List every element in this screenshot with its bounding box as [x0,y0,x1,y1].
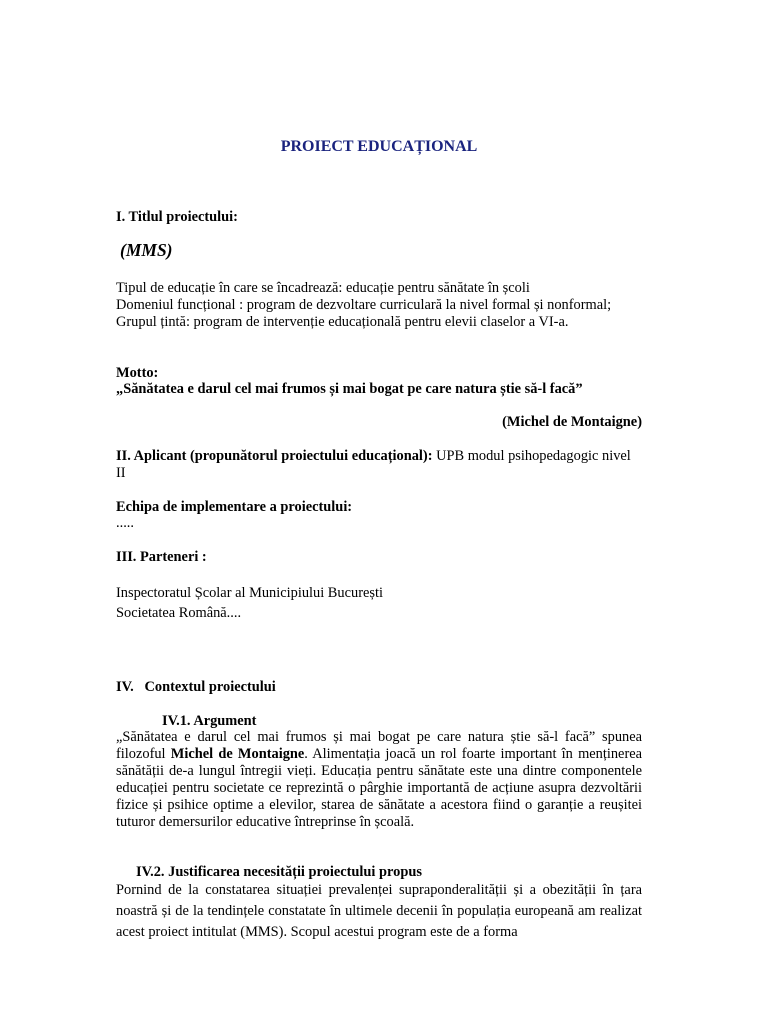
motto-label: Motto: [116,365,159,381]
partner-item: Societatea Română.... [116,605,242,621]
target-group-line: Grupul țintă: program de intervenție educațională pentru elevii claselor a VI-a. [116,314,569,330]
section-1-heading: I. Titlul proiectului: [116,209,238,225]
argument-text-start: „Sănătatea e darul cel mai frumos și mai bogat pe care natura știe să-l facă” spunea filozoful [116,729,642,762]
justification-heading: IV.2. Justificarea necesității proiectului propus [136,864,422,880]
motto-quote: „Sănătatea e darul cel mai frumos și mai bogat pe care natura știe să-l facă” [116,381,583,397]
section-3-heading: III. Parteneri : [116,549,207,565]
section-1-details [116,280,642,331]
argument-text-end: . Alimentația joacă un rol foarte important în menținerea sănătății de-a lungul întregii vieți. Educația pentru sănătate este una dintre componentele educației pentru societate ce reprezintă o pârghie importantă de acțiune asupra dezvoltării fizice și psihice optime a elevilor, starea de sănătate a acestora fiind o garanție a reușitei tuturor demersurilor educative întreprinse în școală. [116,746,643,830]
partner-item: Inspectoratul Școlar al Municipiului București [116,585,383,601]
team-heading: Echipa de implementare a proiectului: [116,499,353,515]
argument-heading: IV.1. Argument [162,713,257,729]
project-name: (MMS) [120,240,173,260]
document-title: PROIECT EDUCAȚIONAL [280,138,478,155]
education-type-line: Tipul de educație în care se încadrează: educație pentru sănătate în școli [116,280,530,296]
section-2-value: UPB modul psihopedagogic nivel II [116,448,631,481]
section-4-heading: IV. Contextul proiectului [116,679,276,695]
team-value: ..... [116,515,134,531]
functional-domain-line: Domeniul funcțional : program de dezvoltare curriculară la nivel formal și nonformal; [116,297,612,313]
argument-text [116,729,642,831]
partners-list [116,583,642,623]
section-2 [116,448,642,482]
section-2-heading: II. Aplicant (propunătorul proiectului educațional): [116,448,433,464]
author-name: Michel de Montaigne [170,746,305,762]
justification-text: Pornind de la constatarea situației prevalenței supraponderalității și a obezității în țara noastră și de la tendințele constatate în ultimele decenii în populația europeană am realizat acest proiect intitulat (MMS). Scopul acestui program este de a forma [116,882,642,940]
motto-author: (Michel de Montaigne) [502,414,642,430]
